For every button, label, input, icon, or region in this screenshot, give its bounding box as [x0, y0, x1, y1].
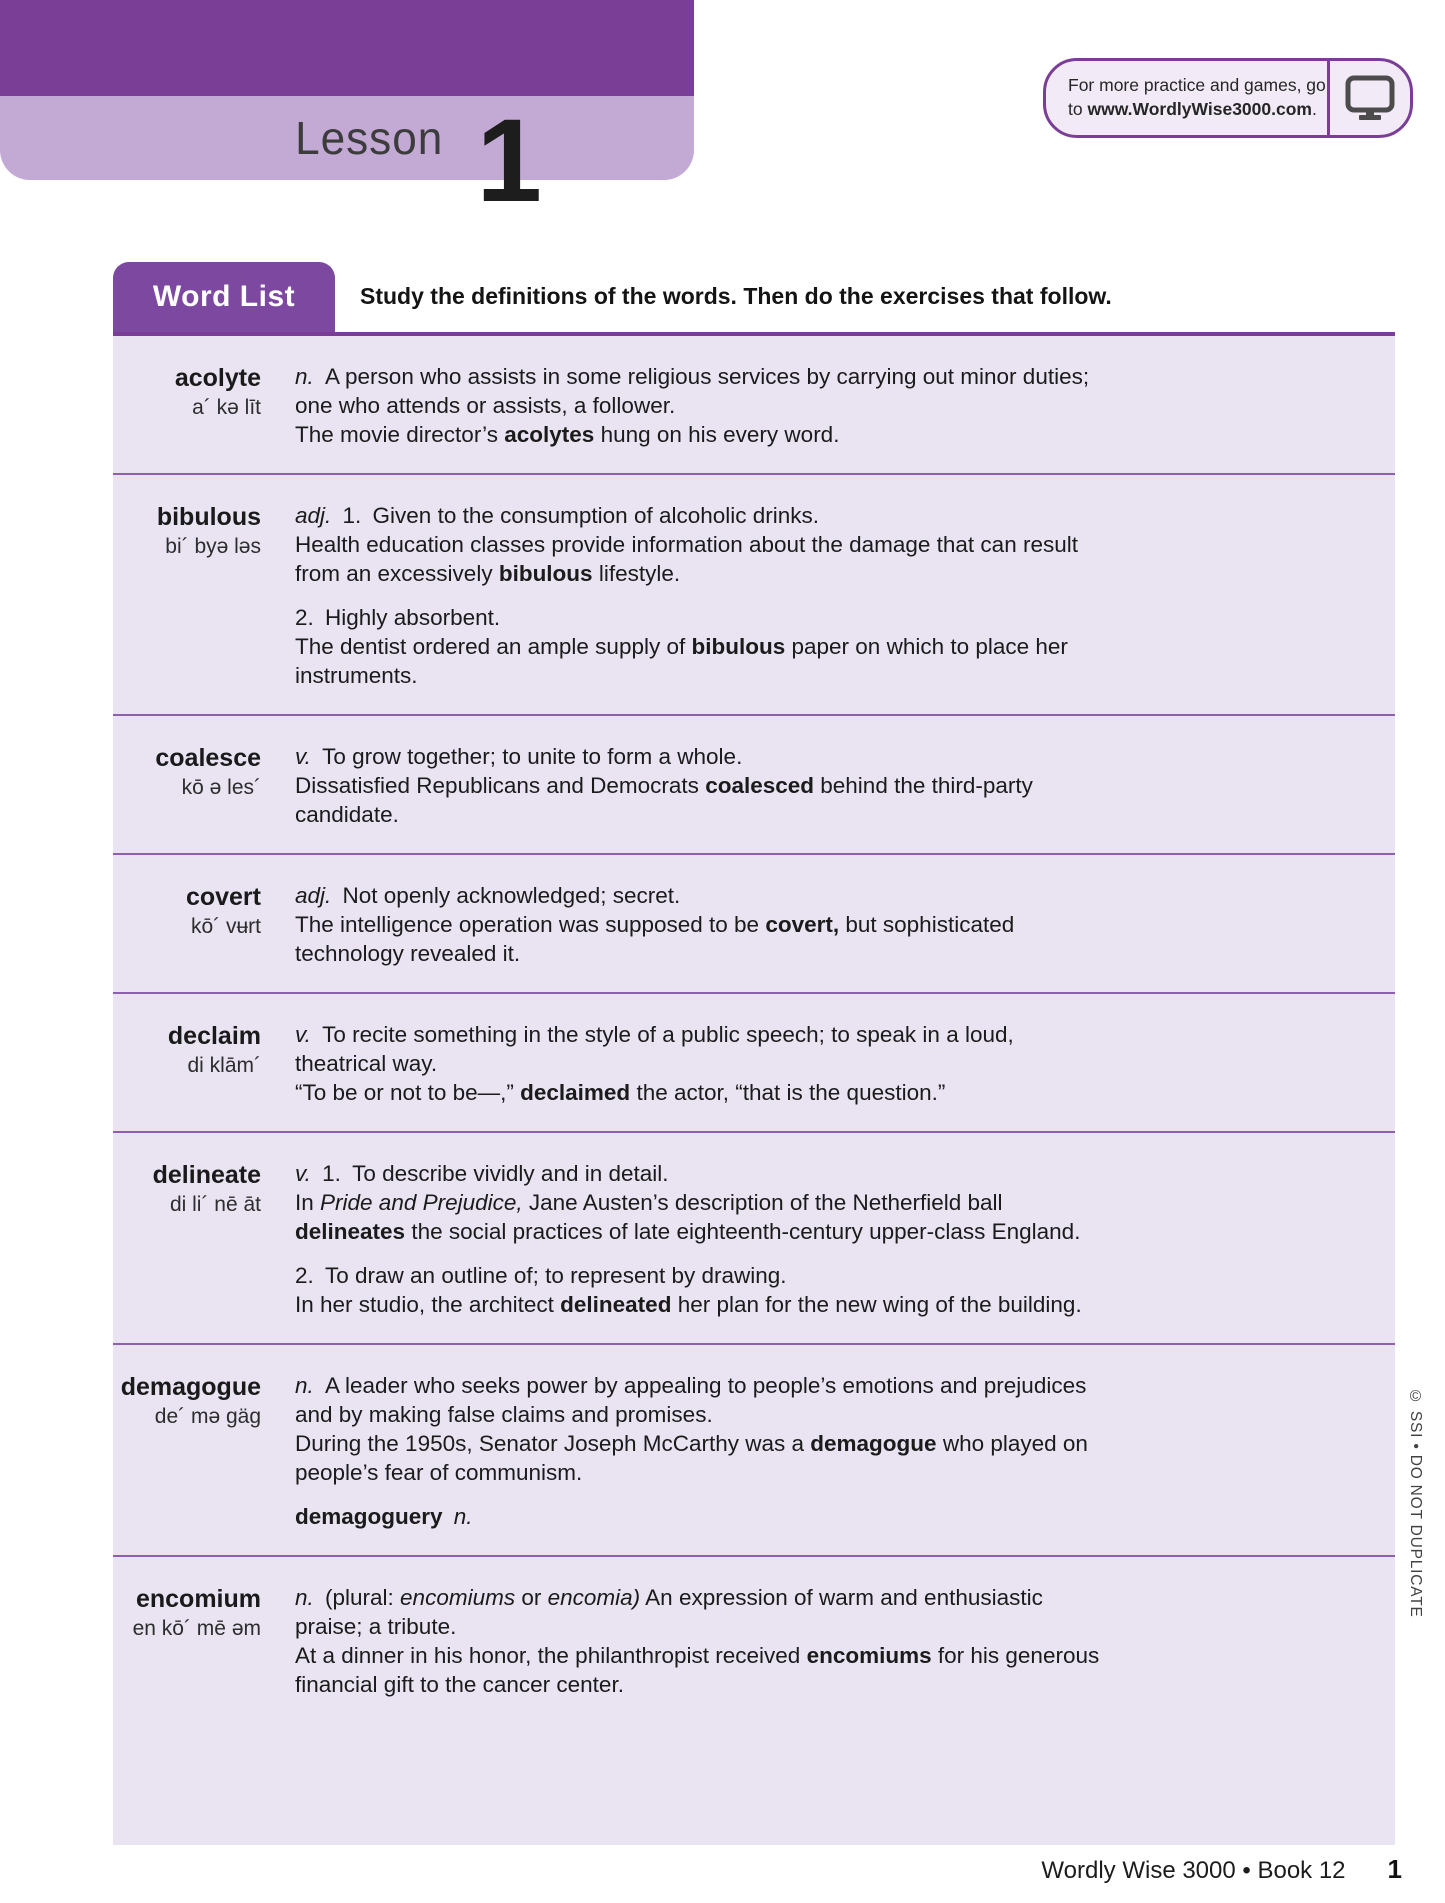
book-title: Wordly Wise 3000 • Book 12 — [1041, 1857, 1346, 1884]
online-practice-callout — [1043, 58, 1413, 138]
headword: encomium — [135, 1585, 261, 1613]
definition-block — [295, 1429, 1107, 1487]
word-entry-row — [113, 714, 1395, 853]
plain-text: The intelligence operation was supposed to be — [295, 912, 766, 937]
plain-text: hung on his every word. — [594, 422, 840, 447]
word-list-panel — [113, 336, 1395, 1845]
italic-text: n. — [295, 1373, 314, 1398]
italic-text: adj. — [295, 883, 332, 908]
practice-line1: For more practice and games, go — [1068, 75, 1326, 96]
plain-text: In her studio, the architect — [295, 1292, 561, 1317]
plain-text: During the 1950s, Senator Joseph McCarthy was a — [295, 1431, 811, 1456]
word-list-tab — [113, 262, 335, 332]
headword-column — [113, 501, 261, 690]
plain-text: At a dinner in his honor, the philanthropist received — [295, 1643, 807, 1668]
italic-text: v. — [295, 1022, 311, 1047]
definition-block — [295, 603, 1107, 632]
plain-text — [443, 1504, 454, 1529]
word-entry-row — [113, 336, 1395, 473]
lesson-heading — [0, 94, 694, 227]
practice-line2: to www.WordlyWise3000.com. — [1068, 99, 1317, 119]
plain-text: Health education classes provide information about the damage that can result from an excessively — [295, 532, 1078, 586]
monitor-icon — [1345, 75, 1395, 121]
plain-text: Jane Austen’s description of the Netherfield ball — [522, 1190, 1003, 1215]
word-list-instructions: Study the definitions of the words. Then do the exercises that follow. — [360, 283, 1112, 309]
plain-text: An expression of warm and enthusiastic praise; a tribute. — [295, 1585, 1043, 1639]
plain-text: who played on people’s fear of communism. — [295, 1431, 1088, 1485]
definition-block — [295, 881, 1107, 910]
definition-block — [295, 1371, 1107, 1429]
emphasized-word: delineated — [560, 1292, 672, 1317]
pronunciation: kō´ vʉrt — [190, 914, 261, 938]
plain-text: Dissatisfied Republicans and Democrats — [295, 773, 706, 798]
italic-text: n. — [295, 364, 314, 389]
plain-text: The dentist ordered an ample supply of — [295, 634, 692, 659]
monitor-icon-cell — [1327, 61, 1410, 135]
headword: declaim — [167, 1022, 261, 1050]
plain-text: but sophisticated technology revealed it. — [295, 912, 1015, 966]
definition-column — [295, 501, 1107, 690]
definition-block — [295, 910, 1107, 968]
emphasized-word: declaimed — [520, 1080, 631, 1105]
lesson-number: 1 — [476, 94, 542, 227]
definition-block — [295, 1583, 1107, 1641]
word-entry-row — [113, 853, 1395, 992]
definition-block — [295, 1188, 1107, 1246]
headword-column — [113, 881, 261, 968]
word-entry-row — [113, 1343, 1395, 1555]
plain-text: Not openly acknowledged; secret. — [331, 883, 681, 908]
definition-block — [295, 1290, 1107, 1319]
emphasized-word: coalesced — [705, 773, 815, 798]
definition-block — [295, 632, 1107, 690]
headword-column — [113, 1020, 261, 1107]
plain-text: The movie director’s — [295, 422, 505, 447]
emphasized-word: covert, — [765, 912, 840, 937]
headword: bibulous — [156, 503, 261, 531]
pronunciation: de´ mə gäg — [154, 1404, 261, 1428]
headword: covert — [185, 883, 261, 911]
practice-url: www.WordlyWise3000.com — [1087, 99, 1312, 119]
definition-block — [295, 771, 1107, 829]
plain-text: the social practices of late eighteenth-century upper-class England. — [405, 1219, 1081, 1244]
word-list-title: Word List — [152, 280, 296, 313]
plain-text: behind the third-party candidate. — [295, 773, 1033, 827]
page-number: 1 — [1387, 1854, 1402, 1884]
definition-column — [295, 742, 1107, 829]
italic-text: n. — [453, 1504, 473, 1529]
plain-text: In — [295, 1190, 321, 1215]
headword-column — [113, 1583, 261, 1699]
italic-text: Pride and Prejudice, — [320, 1190, 523, 1215]
plain-text: To recite something in the style of a public speech; to speak in a loud, theatrical way. — [295, 1022, 1014, 1076]
pronunciation: di li´ nē āt — [169, 1192, 261, 1216]
definition-block — [295, 362, 1107, 420]
definition-block — [295, 530, 1107, 588]
definition-block — [295, 1641, 1107, 1699]
pronunciation: di klām´ — [187, 1053, 261, 1077]
definition-block — [295, 1078, 1107, 1107]
emphasized-word: acolytes — [504, 422, 595, 447]
definition-column — [295, 1583, 1107, 1699]
headword: demagogue — [120, 1373, 261, 1401]
plain-text: lifestyle. — [592, 561, 681, 586]
plain-text: paper on which to place her instruments. — [295, 634, 1068, 688]
emphasized-word: bibulous — [498, 561, 593, 586]
copyright-sidebar-text: © SSI • DO NOT DUPLICATE — [1407, 1388, 1424, 1618]
plain-text: for his generous financial gift to the cancer center. — [295, 1643, 1100, 1697]
italic-text: v. — [295, 744, 311, 769]
plain-text: or — [515, 1585, 548, 1610]
pronunciation: a´ kə līt — [192, 395, 261, 419]
definition-column — [295, 881, 1107, 968]
italic-text: n. — [295, 1585, 314, 1610]
headword-column — [113, 742, 261, 829]
definition-block — [295, 420, 1107, 449]
italic-text: v. — [295, 1161, 311, 1186]
pronunciation: en kō´ mē əm — [132, 1616, 261, 1640]
headword: coalesce — [155, 744, 261, 772]
emphasized-word: delineates — [295, 1219, 406, 1244]
word-entry-row — [113, 992, 1395, 1131]
pronunciation: bi´ byə ləs — [165, 534, 261, 558]
word-entry-row — [113, 1131, 1395, 1343]
plain-text: 2. Highly absorbent. — [295, 605, 501, 630]
plain-text: (plural: — [313, 1585, 401, 1610]
emphasized-word: bibulous — [691, 634, 786, 659]
definition-block — [295, 742, 1107, 771]
definition-block — [295, 1159, 1107, 1188]
lesson-label: Lesson — [295, 112, 444, 164]
plain-text: the actor, “that is the question.” — [630, 1080, 946, 1105]
plain-text: A person who assists in some religious services by carrying out minor duties; one who attends or assists, a follower. — [295, 364, 1090, 418]
plain-text: 1. Given to the consumption of alcoholic drinks. — [331, 503, 820, 528]
headword-column — [113, 362, 261, 449]
plain-text: 2. To draw an outline of; to represent by drawing. — [295, 1263, 787, 1288]
definition-block — [295, 1020, 1107, 1078]
plain-text: 1. To describe vividly and in detail. — [310, 1161, 669, 1186]
emphasized-word: demagoguery — [295, 1504, 443, 1529]
lesson-banner-dark-band — [0, 0, 694, 96]
definition-column — [295, 1371, 1107, 1531]
italic-text: adj. — [295, 503, 332, 528]
headword: delineate — [152, 1161, 261, 1189]
plain-text: her plan for the new wing of the building. — [671, 1292, 1082, 1317]
page-footer — [0, 1854, 1402, 1885]
plain-text: “To be or not to be—,” — [295, 1080, 521, 1105]
headword-column — [113, 1159, 261, 1319]
definition-column — [295, 1159, 1107, 1319]
headword: acolyte — [174, 364, 261, 392]
definition-block — [295, 501, 1107, 530]
definition-column — [295, 1020, 1107, 1107]
word-entry-row — [113, 1555, 1395, 1723]
plain-text: A leader who seeks power by appealing to people’s emotions and prejudices and by making false claims and promises. — [295, 1373, 1087, 1427]
italic-text: encomia) — [547, 1585, 641, 1610]
word-entry-row — [113, 473, 1395, 714]
headword-column — [113, 1371, 261, 1531]
definition-block — [295, 1502, 1107, 1531]
definition-block — [295, 1261, 1107, 1290]
online-practice-text — [1046, 61, 1327, 135]
italic-text: encomiums — [400, 1585, 516, 1610]
pronunciation: kō ə les´ — [181, 775, 261, 799]
emphasized-word: demagogue — [810, 1431, 937, 1456]
definition-column — [295, 362, 1107, 449]
emphasized-word: encomiums — [806, 1643, 932, 1668]
plain-text: To grow together; to unite to form a whole. — [310, 744, 743, 769]
